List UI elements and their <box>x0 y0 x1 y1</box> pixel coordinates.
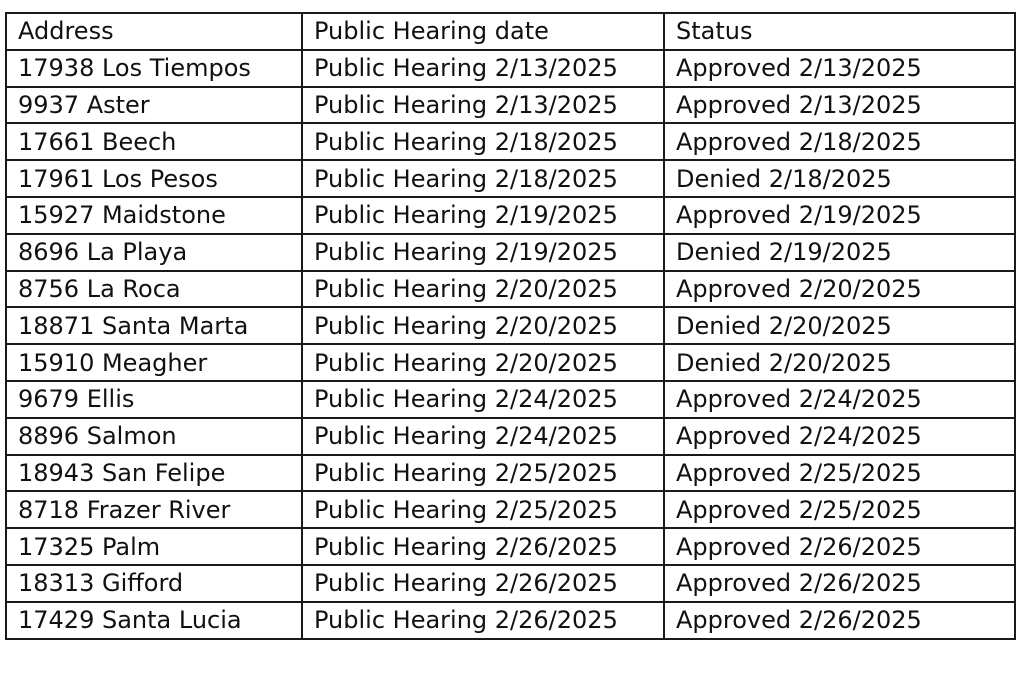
table-row <box>6 418 1015 455</box>
status-cell: Approved 2/19/2025 <box>664 197 1015 234</box>
address-cell: 8718 Frazer River <box>6 491 302 528</box>
table-row <box>6 123 1015 160</box>
address-cell: 17938 Los Tiempos <box>6 50 302 87</box>
hearing-date-cell: Public Hearing 2/26/2025 <box>302 565 664 602</box>
status-cell: Approved 2/25/2025 <box>664 491 1015 528</box>
hearing-date-cell: Public Hearing 2/13/2025 <box>302 50 664 87</box>
hearing-date-cell: Public Hearing 2/24/2025 <box>302 418 664 455</box>
status-cell: Denied 2/20/2025 <box>664 344 1015 381</box>
table-row <box>6 197 1015 234</box>
status-cell: Approved 2/26/2025 <box>664 602 1015 639</box>
address-cell: 18871 Santa Marta <box>6 307 302 344</box>
address-cell: 18313 Gifford <box>6 565 302 602</box>
address-cell: 18943 San Felipe <box>6 455 302 492</box>
table-row <box>6 602 1015 639</box>
table-row <box>6 528 1015 565</box>
hearing-date-cell: Public Hearing 2/20/2025 <box>302 307 664 344</box>
status-cell: Approved 2/24/2025 <box>664 418 1015 455</box>
table-row <box>6 160 1015 197</box>
status-cell: Approved 2/25/2025 <box>664 455 1015 492</box>
address-cell: 8756 La Roca <box>6 271 302 308</box>
table-row <box>6 565 1015 602</box>
address-cell: 17325 Palm <box>6 528 302 565</box>
status-cell: Approved 2/20/2025 <box>664 271 1015 308</box>
status-cell: Approved 2/26/2025 <box>664 528 1015 565</box>
table-row <box>6 234 1015 271</box>
status-cell: Approved 2/18/2025 <box>664 123 1015 160</box>
hearing-date-cell: Public Hearing 2/18/2025 <box>302 160 664 197</box>
table-row <box>6 381 1015 418</box>
table-row <box>6 455 1015 492</box>
address-cell: 8896 Salmon <box>6 418 302 455</box>
hearing-date-cell: Public Hearing 2/20/2025 <box>302 344 664 381</box>
header-public-hearing-date: Public Hearing date <box>302 13 664 50</box>
hearing-date-cell: Public Hearing 2/19/2025 <box>302 234 664 271</box>
table-row <box>6 344 1015 381</box>
table-header <box>6 13 1015 50</box>
table-row <box>6 50 1015 87</box>
address-cell: 9679 Ellis <box>6 381 302 418</box>
header-status: Status <box>664 13 1015 50</box>
address-cell: 8696 La Playa <box>6 234 302 271</box>
status-cell: Denied 2/19/2025 <box>664 234 1015 271</box>
hearing-date-cell: Public Hearing 2/18/2025 <box>302 123 664 160</box>
status-cell: Denied 2/20/2025 <box>664 307 1015 344</box>
table-row <box>6 491 1015 528</box>
header-row <box>6 13 1015 50</box>
table-row <box>6 87 1015 124</box>
address-cell: 17661 Beech <box>6 123 302 160</box>
status-cell: Approved 2/24/2025 <box>664 381 1015 418</box>
table-row <box>6 307 1015 344</box>
status-cell: Approved 2/13/2025 <box>664 87 1015 124</box>
hearing-date-cell: Public Hearing 2/24/2025 <box>302 381 664 418</box>
table-row <box>6 271 1015 308</box>
address-cell: 15927 Maidstone <box>6 197 302 234</box>
hearing-date-cell: Public Hearing 2/26/2025 <box>302 602 664 639</box>
header-address: Address <box>6 13 302 50</box>
address-cell: 9937 Aster <box>6 87 302 124</box>
status-cell: Denied 2/18/2025 <box>664 160 1015 197</box>
hearing-date-cell: Public Hearing 2/26/2025 <box>302 528 664 565</box>
hearing-date-cell: Public Hearing 2/13/2025 <box>302 87 664 124</box>
address-cell: 15910 Meagher <box>6 344 302 381</box>
address-cell: 17429 Santa Lucia <box>6 602 302 639</box>
hearing-date-cell: Public Hearing 2/20/2025 <box>302 271 664 308</box>
hearing-date-cell: Public Hearing 2/25/2025 <box>302 491 664 528</box>
hearing-date-cell: Public Hearing 2/25/2025 <box>302 455 664 492</box>
status-cell: Approved 2/26/2025 <box>664 565 1015 602</box>
status-cell: Approved 2/13/2025 <box>664 50 1015 87</box>
address-cell: 17961 Los Pesos <box>6 160 302 197</box>
hearing-date-cell: Public Hearing 2/19/2025 <box>302 197 664 234</box>
table-body <box>6 50 1015 639</box>
hearings-table <box>5 12 1016 640</box>
